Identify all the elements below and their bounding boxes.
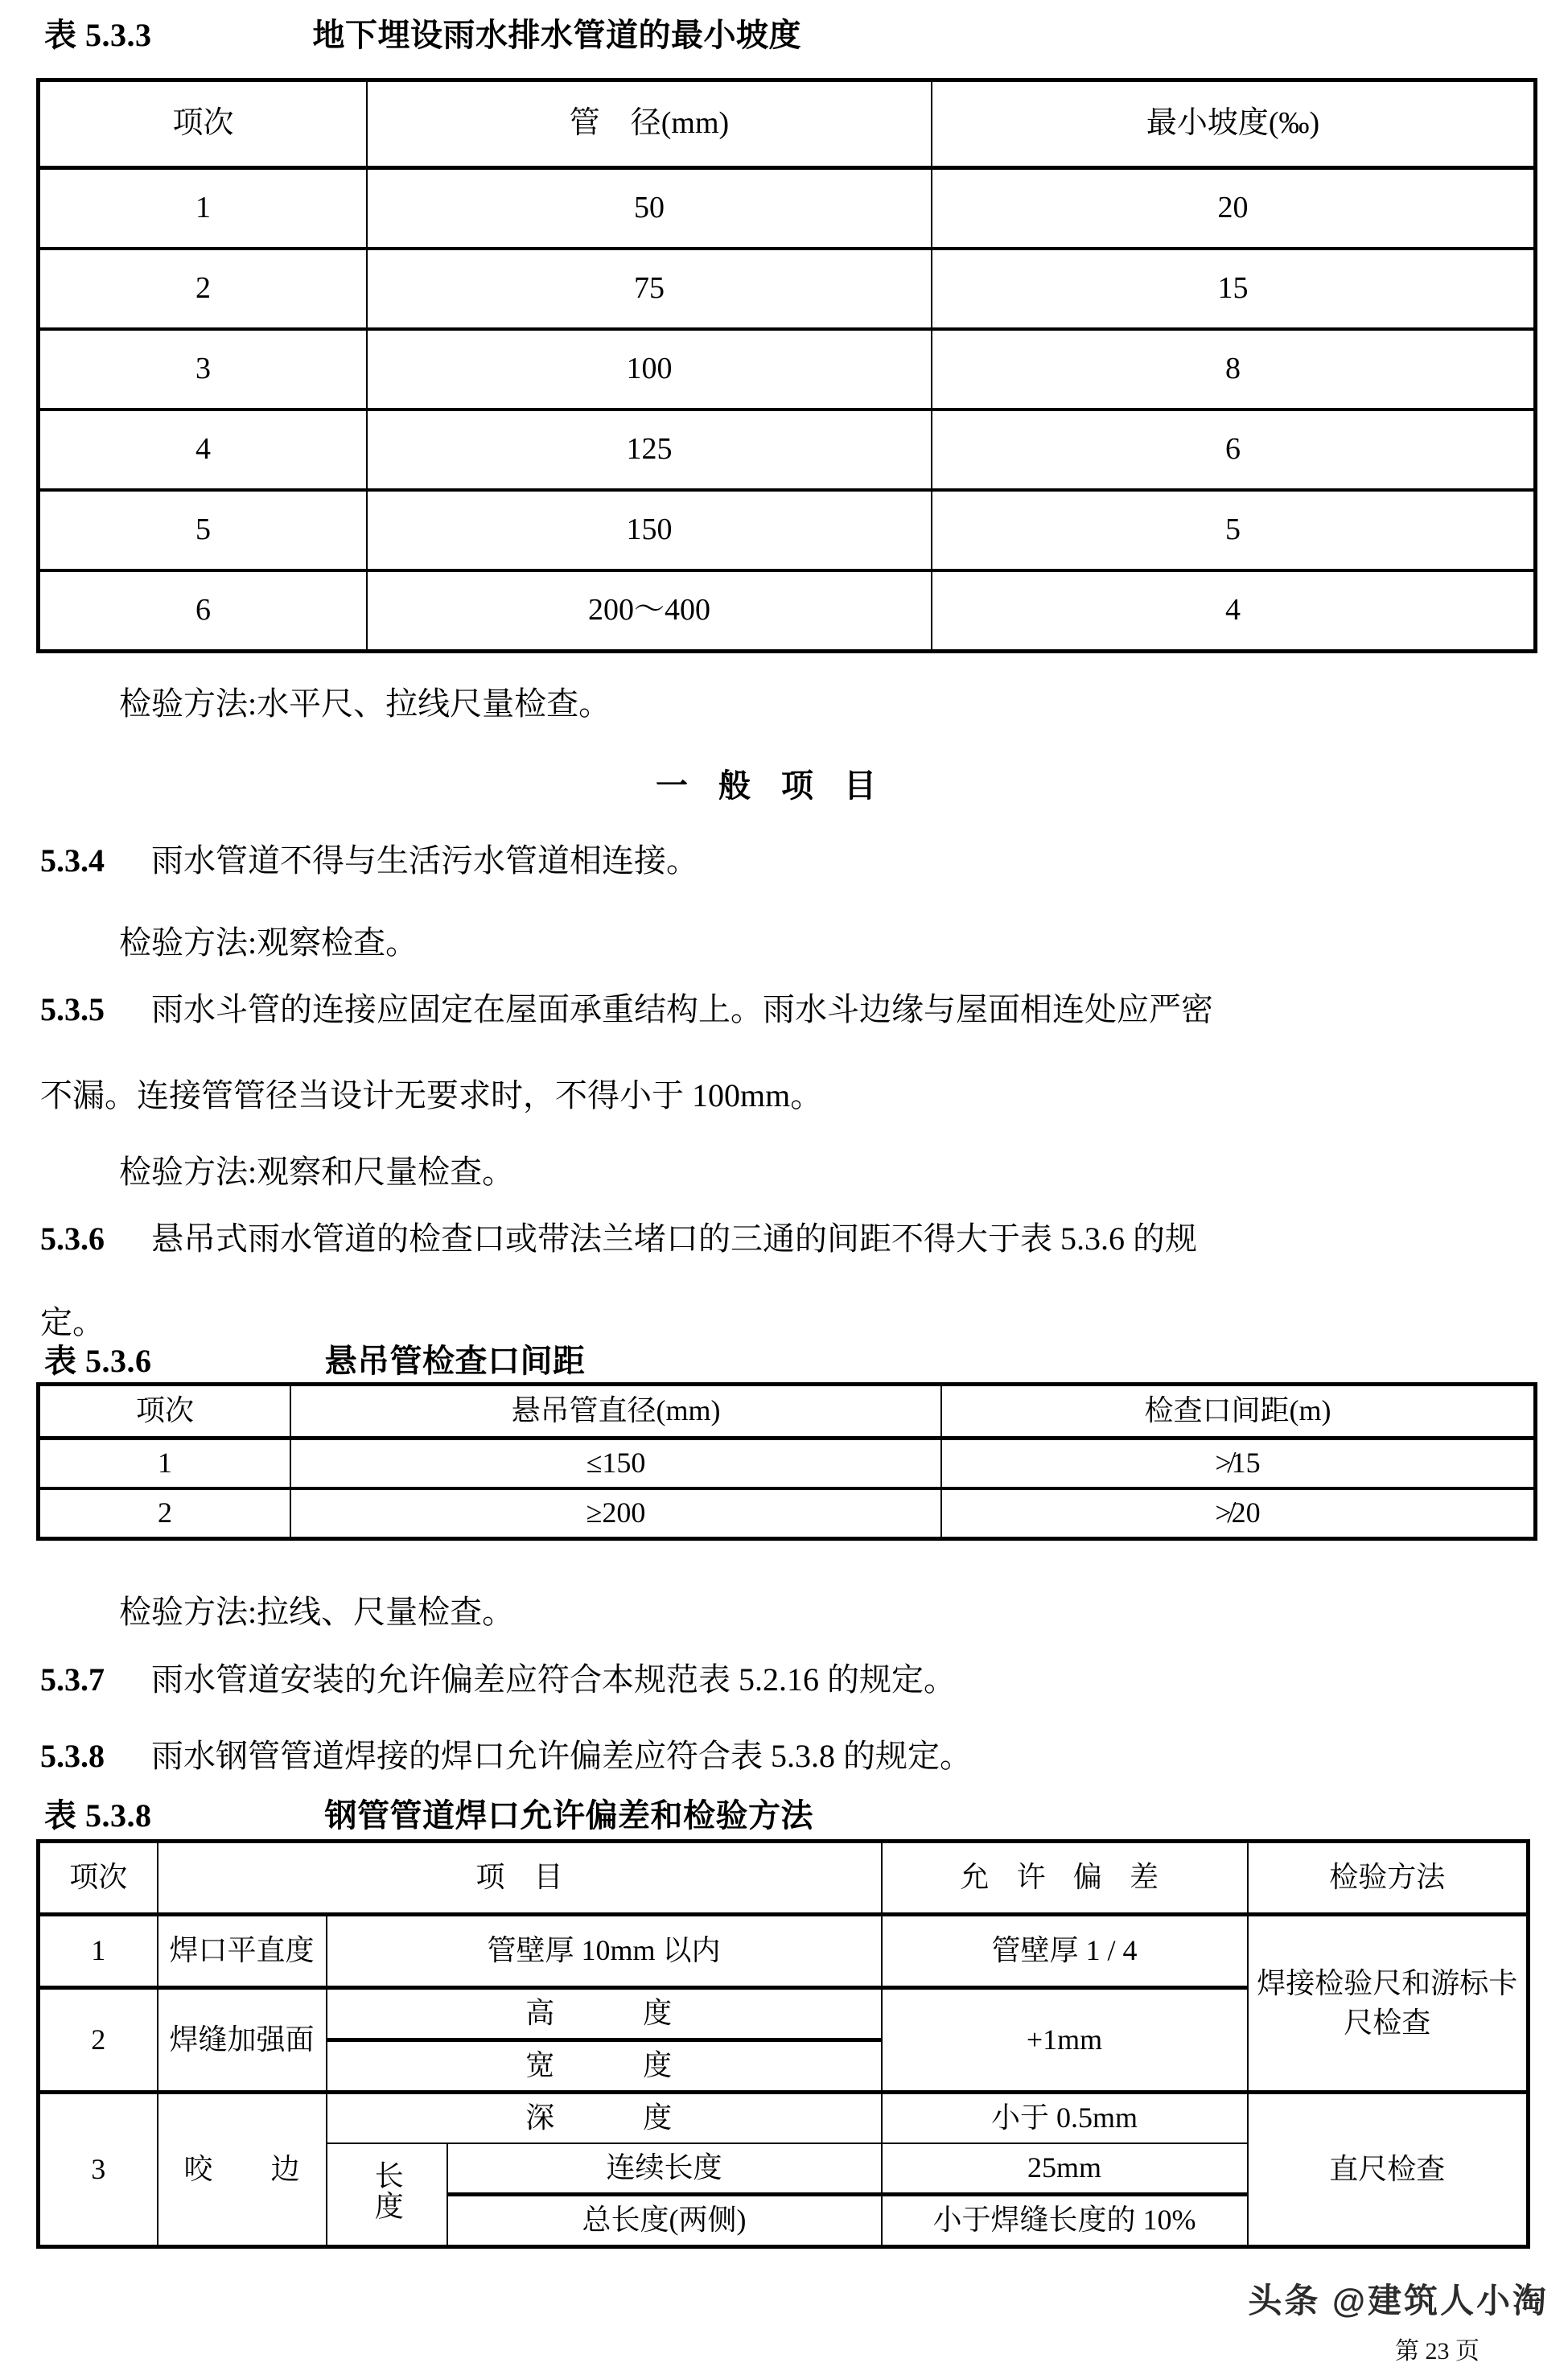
table-cell: 150	[367, 490, 932, 570]
table-536-header-cell: 悬吊管直径(mm)	[290, 1385, 941, 1439]
table-cell-method: 直尺检查	[1248, 2093, 1529, 2247]
clause-537	[40, 1661, 956, 1698]
table-cell: ≯20	[941, 1488, 1536, 1539]
clause-534-number: 5.3.4	[40, 842, 105, 879]
table-row	[39, 168, 1536, 249]
table-533-header-cell: 管 径(mm)	[367, 80, 932, 168]
clause-535-number: 5.3.5	[40, 991, 105, 1027]
table-538-header-cell: 检验方法	[1248, 1842, 1529, 1915]
clause-537-text: 雨水管道安装的允许偏差应符合本规范表 5.2.16 的规定。	[151, 1661, 956, 1698]
table-row	[39, 329, 1536, 410]
table-cell: 6	[39, 570, 368, 652]
table-row	[39, 1439, 1536, 1489]
table-cell: ≯15	[941, 1439, 1536, 1489]
table-538-caption-title: 钢管管道焊口允许偏差和检验方法	[324, 1797, 813, 1834]
table-cell-item: 焊口平直度	[158, 1915, 327, 1988]
page-number: 第 23 页	[1395, 2338, 1480, 2365]
clause-536-line1	[40, 1220, 1197, 1257]
watermark: 头条 @建筑人小淘	[1248, 2282, 1549, 2320]
table-cell: 50	[367, 168, 932, 249]
table-cell: 4	[39, 410, 368, 490]
table-533-header-cell: 项次	[39, 80, 368, 168]
table-cell: 2	[39, 1488, 291, 1539]
table-cell-no: 1	[39, 1915, 158, 1988]
inspection-method-534: 检验方法:观察检查。	[119, 924, 418, 961]
table-row	[39, 570, 1536, 652]
table-cell-subitem: 总长度(两侧)	[447, 2195, 882, 2247]
table-536	[36, 1382, 1537, 1541]
table-cell: 4	[932, 570, 1536, 652]
section-heading-general-items: 一 般 项 目	[656, 768, 887, 804]
table-cell-method: 焊接检验尺和游标卡尺检查	[1248, 1915, 1529, 2093]
table-cell: 5	[39, 490, 368, 570]
table-cell: 8	[932, 329, 1536, 410]
table-536-header-cell: 项次	[39, 1385, 291, 1439]
table-538-header-cell: 项 目	[158, 1842, 882, 1915]
inspection-method-535: 检验方法:观察和尺量检查。	[119, 1154, 515, 1190]
inspection-method-536: 检验方法:拉线、尺量检查。	[119, 1594, 515, 1630]
table-cell: ≤150	[290, 1439, 941, 1489]
table-533-header-cell: 最小坡度(‰)	[932, 80, 1536, 168]
table-cell: ≥200	[290, 1488, 941, 1539]
table-cell: 125	[367, 410, 932, 490]
table-cell: 200～400	[367, 570, 932, 652]
table-cell-subitem: 管壁厚 10mm 以内	[327, 1915, 882, 1988]
table-cell-subitem: 深 度	[327, 2093, 882, 2144]
clause-537-number: 5.3.7	[40, 1661, 105, 1698]
table-536-caption-title: 悬吊管检查口间距	[324, 1343, 586, 1379]
table-538-header-row	[39, 1842, 1529, 1915]
clause-538-number: 5.3.8	[40, 1738, 105, 1774]
table-538-header-cell: 项次	[39, 1842, 158, 1915]
table-row	[39, 249, 1536, 329]
table-cell-item: 咬 边	[158, 2093, 327, 2247]
table-cell: 1	[39, 1439, 291, 1489]
table-cell-length-label	[327, 2143, 447, 2247]
table-533-caption-number: 表 5.3.3	[44, 17, 152, 53]
table-cell: 20	[932, 168, 1536, 249]
table-538	[36, 1839, 1530, 2249]
inspection-method-533: 检验方法:水平尺、拉线尺量检查。	[119, 685, 611, 722]
table-row	[39, 1915, 1529, 1988]
table-cell: 15	[932, 249, 1536, 329]
table-row	[39, 490, 1536, 570]
clause-536-text-line1: 悬吊式雨水管道的检查口或带法兰堵口的三通的间距不得大于表 5.3.6 的规	[151, 1220, 1197, 1257]
table-cell-no: 2	[39, 1988, 158, 2093]
clause-535-text-line1: 雨水斗管的连接应固定在屋面承重结构上。雨水斗边缘与屋面相连处应严密	[151, 991, 1213, 1027]
table-cell-tolerance: 小于焊缝长度的 10%	[882, 2195, 1248, 2247]
table-cell-subitem: 宽 度	[327, 2040, 882, 2093]
clause-536-number: 5.3.6	[40, 1220, 105, 1257]
clause-534	[40, 842, 698, 879]
table-533-header-row	[39, 80, 1536, 168]
table-538-caption	[44, 1790, 813, 1836]
table-cell: 100	[367, 329, 932, 410]
table-536-header-row	[39, 1385, 1536, 1439]
table-cell-no: 3	[39, 2093, 158, 2247]
table-row	[39, 1488, 1536, 1539]
table-cell: 5	[932, 490, 1536, 570]
table-row	[39, 2093, 1529, 2144]
clause-538	[40, 1740, 972, 1772]
table-533	[36, 78, 1537, 653]
table-cell: 1	[39, 168, 368, 249]
length-label-text: 长度	[371, 2159, 404, 2221]
table-cell: 6	[932, 410, 1536, 490]
table-cell-tolerance: 25mm	[882, 2143, 1248, 2195]
table-533-caption	[44, 10, 801, 56]
clause-534-text: 雨水管道不得与生活污水管道相连接。	[151, 842, 698, 879]
clause-536-line2: 定。	[40, 1304, 105, 1340]
table-cell-tolerance: +1mm	[882, 1988, 1248, 2093]
table-cell-item: 焊缝加强面	[158, 1988, 327, 2093]
table-row	[39, 410, 1536, 490]
table-538-caption-number: 表 5.3.8	[44, 1797, 152, 1834]
table-cell-subitem: 连续长度	[447, 2143, 882, 2195]
table-cell-subitem: 高 度	[327, 1988, 882, 2040]
table-538-header-cell: 允 许 偏 差	[882, 1842, 1248, 1915]
table-cell-tolerance: 管壁厚 1 / 4	[882, 1915, 1248, 1988]
clause-535-line2: 不漏。连接管管径当设计无要求时，不得小于 100mm。	[40, 1077, 823, 1113]
table-536-caption	[44, 1336, 586, 1381]
table-533-caption-title: 地下埋设雨水排水管道的最小坡度	[312, 17, 801, 53]
clause-538-text: 雨水钢管管道焊接的焊口允许偏差应符合表 5.3.8 的规定。	[151, 1738, 972, 1774]
clause-535-line1	[40, 991, 1213, 1027]
table-cell: 2	[39, 249, 368, 329]
table-cell-tolerance: 小于 0.5mm	[882, 2093, 1248, 2144]
table-536-header-cell: 检查口间距(m)	[941, 1385, 1536, 1439]
table-cell: 3	[39, 329, 368, 410]
table-536-caption-number: 表 5.3.6	[44, 1343, 152, 1379]
table-cell: 75	[367, 249, 932, 329]
